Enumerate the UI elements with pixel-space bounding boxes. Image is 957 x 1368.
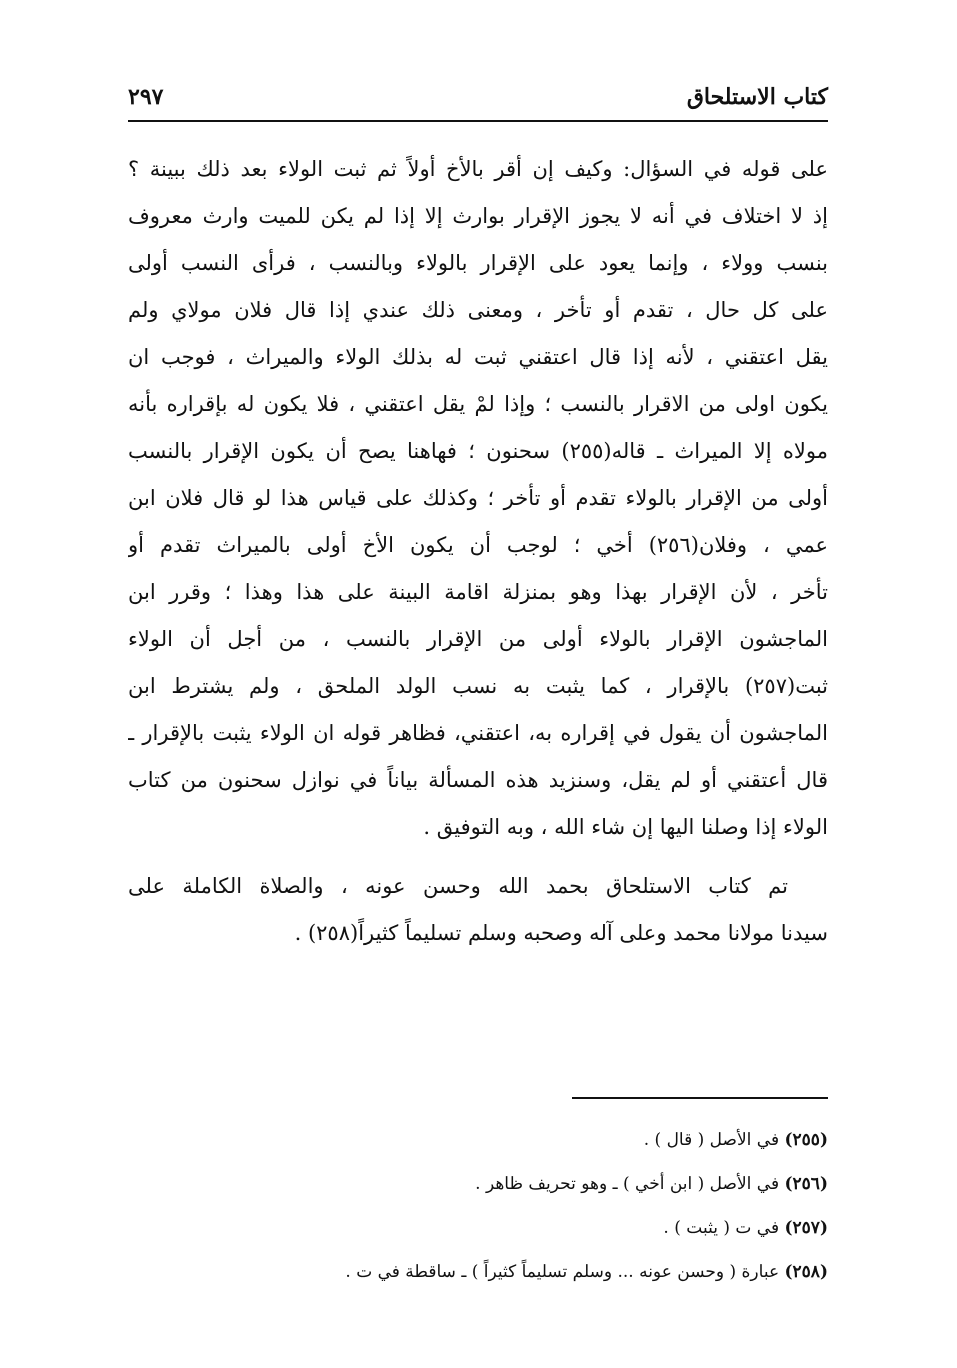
closing-line: سيدنا مولانا محمد وعلى آله وصحبه وسلم تسليماً كثيراً(٢٥٨) . — [294, 921, 828, 945]
footnote-number: (٢٥٨) — [784, 1262, 828, 1282]
footnote — [128, 1118, 828, 1162]
footnote — [128, 1206, 828, 1250]
page-number: ٢٩٧ — [128, 84, 164, 110]
text-line: يقل اعتقني ، لأنه إذا قال اعتقني ثبت له بذلك الولاء والميراث ، فوجب ان — [128, 345, 828, 369]
footnote-number: (٢٥٧) — [784, 1218, 828, 1238]
closing-line: تم كتاب الاستلحاق بحمد الله وحسن عونه ، والصلاة الكاملة على — [128, 874, 788, 898]
text-line: إذ لا اختلاف في أنه لا يجوز الإقرار بوارث إلا إذا لم يكن للميت وارث معروف — [128, 204, 828, 228]
book-title: كتاب الاستلحاق — [686, 84, 828, 110]
footnote-number: (٢٥٦) — [784, 1174, 828, 1194]
paragraph-gap — [128, 851, 828, 863]
page-header — [128, 80, 828, 122]
text-line: ثبت(٢٥٧) بالإقرار ، كما يثبت به نسب الولد الملحق ، ولم يشترط ابن — [128, 674, 828, 698]
text-line: تأخر ، لأن الإقرار بهذا وهو بمنزلة اقامة البينة على هذا وهذا ؛ وقرر ابن — [128, 580, 828, 604]
main-text — [128, 146, 828, 957]
text-line: قال أعتقني أو لم يقل، وسنزيد هذه المسألة بياناً في نوازل سحنون من كتاب — [128, 768, 828, 792]
text-line: الولاء إذا وصلنا اليها إن شاء الله ، وبه التوفيق . — [423, 815, 828, 839]
text-line: يكون اولى من الاقرار بالنسب ؛ وإذا لمْ يقل اعتقني ، فلا يكون له بإقراره بأنه — [128, 392, 828, 416]
text-line: الماجشون الإقرار بالولاء أولى من الإقرار بالنسب ، من أجل أن الولاء — [128, 627, 828, 651]
footnote-number: (٢٥٥) — [784, 1130, 828, 1150]
footnote-text: في الأصل ( ابن أخي ) ـ وهو تحريف ظاهر . — [475, 1174, 780, 1194]
footnote-text: عبارة ( وحسن عونه ... وسلم تسليماً كثيراً ) ـ ساقطة في ت . — [345, 1262, 780, 1282]
footnotes — [128, 1118, 828, 1294]
footnote-text: في الأصل ( قال ) . — [643, 1130, 780, 1150]
text-line: مولاه إلا الميراث ـ قاله(٢٥٥) سحنون ؛ فهاهنا يصح أن يكون الإقرار بالنسب — [128, 439, 828, 463]
footnote — [128, 1250, 828, 1294]
text-line: الماجشون أن يقول في إقراره به، اعتقني، فظاهر قوله ان الولاء يثبت بالإقرار ـ — [128, 721, 828, 745]
text-line: على كل حال ، تقدم أو تأخر ، ومعنى ذلك عندي إذا قال فلان مولاي ولم — [128, 298, 828, 322]
text-line: بنسب وولاء ، وإنما يعود على الإقرار بالولاء وبالنسب ، فرأى النسب أولى — [128, 251, 828, 275]
text-line: عمي ، وفلان(٢٥٦) أخي ؛ لوجب أن يكون الأخ أولى بالميراث تقدم أو — [128, 533, 828, 557]
footnote-separator — [572, 1097, 828, 1099]
footnote-text: في ت ( يثبت ) . — [663, 1218, 780, 1238]
text-line: أولى من الإقرار بالولاء تقدم أو تأخر ؛ وكذلك على قياس هذا لو قال فلان ابن — [128, 486, 828, 510]
text-line: على قوله في السؤال: وكيف إن أقر بالأخ أولاً ثم ثبت الولاء بعد ذلك ببينة ؟ — [128, 157, 828, 181]
footnote — [128, 1162, 828, 1206]
